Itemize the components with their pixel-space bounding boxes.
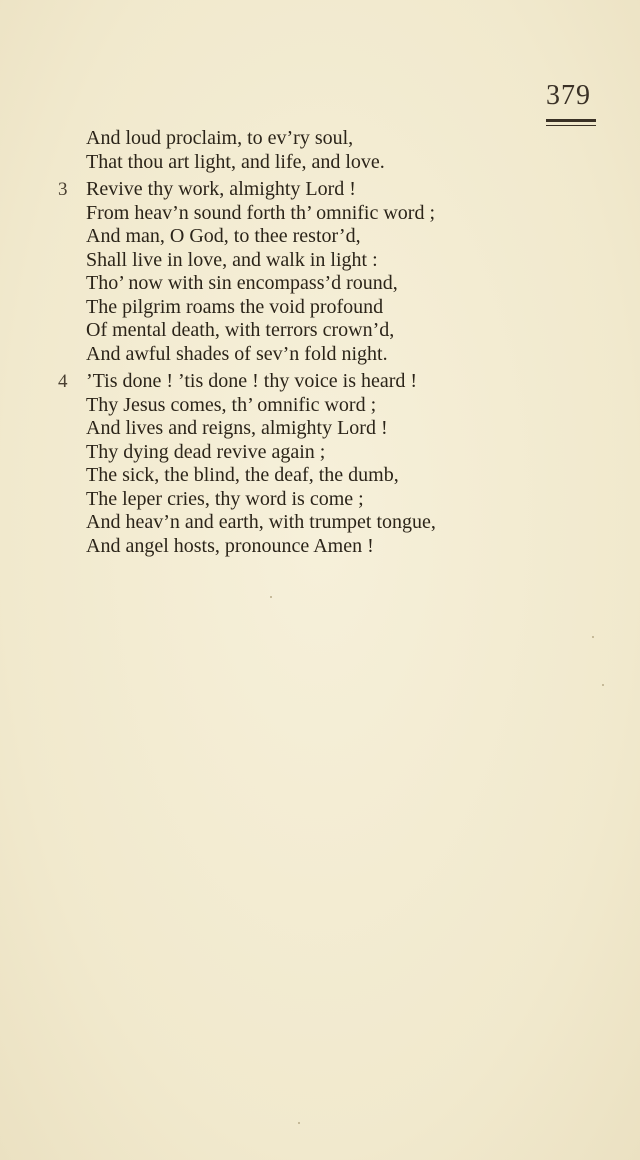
paper-speck	[602, 684, 604, 686]
verse-line: 4 ’Tis done ! ’tis done ! thy voice is heard !	[58, 370, 418, 392]
verse-line: And awful shades of sev’n fold night.	[86, 342, 388, 365]
verse-line: Shall live in love, and walk in light :	[86, 248, 378, 271]
stanza-number: 4	[58, 371, 68, 392]
verse-line: And loud proclaim, to ev’ry soul,	[86, 127, 354, 149]
verse-line: And angel hosts, pronounce Amen !	[86, 534, 374, 557]
verse-line: The pilgrim roams the void profound	[86, 295, 384, 318]
verse-line: Tho’ now with sin encompass’d round,	[86, 272, 398, 294]
verse-line: 3 Revive thy work, almighty Lord !	[58, 178, 356, 200]
header-rule-thick	[546, 119, 596, 122]
verse-line: Thy dying dead revive again ;	[86, 440, 326, 463]
header-rule-thin	[546, 125, 596, 126]
hymn-text	[56, 127, 526, 558]
paper-speck	[270, 596, 272, 598]
stanza-4	[56, 370, 526, 558]
verse-line: And lives and reigns, almighty Lord !	[86, 417, 388, 439]
verse-line: And heav’n and earth, with trumpet tongue,	[86, 511, 436, 533]
stanza-number: 3	[58, 179, 68, 200]
verse-line: And man, O God, to thee restor’d,	[86, 225, 361, 247]
verse-line: That thou art light, and life, and love.	[86, 150, 385, 173]
paper-speck	[298, 1122, 300, 1124]
verse-line: The sick, the blind, the deaf, the dumb,	[86, 464, 399, 486]
verse-line: Of mental death, with terrors crown’d,	[86, 319, 395, 341]
stanza-3	[56, 178, 526, 366]
verse-line: Thy Jesus comes, th’ omnific word ;	[86, 393, 377, 416]
page-number: 379	[546, 80, 591, 111]
paper-speck	[592, 636, 594, 638]
verse-line: From heav’n sound forth th’ omnific word ;	[86, 201, 436, 224]
verse-line: The leper cries, thy word is come ;	[86, 487, 364, 510]
stanza-continued	[56, 127, 526, 174]
